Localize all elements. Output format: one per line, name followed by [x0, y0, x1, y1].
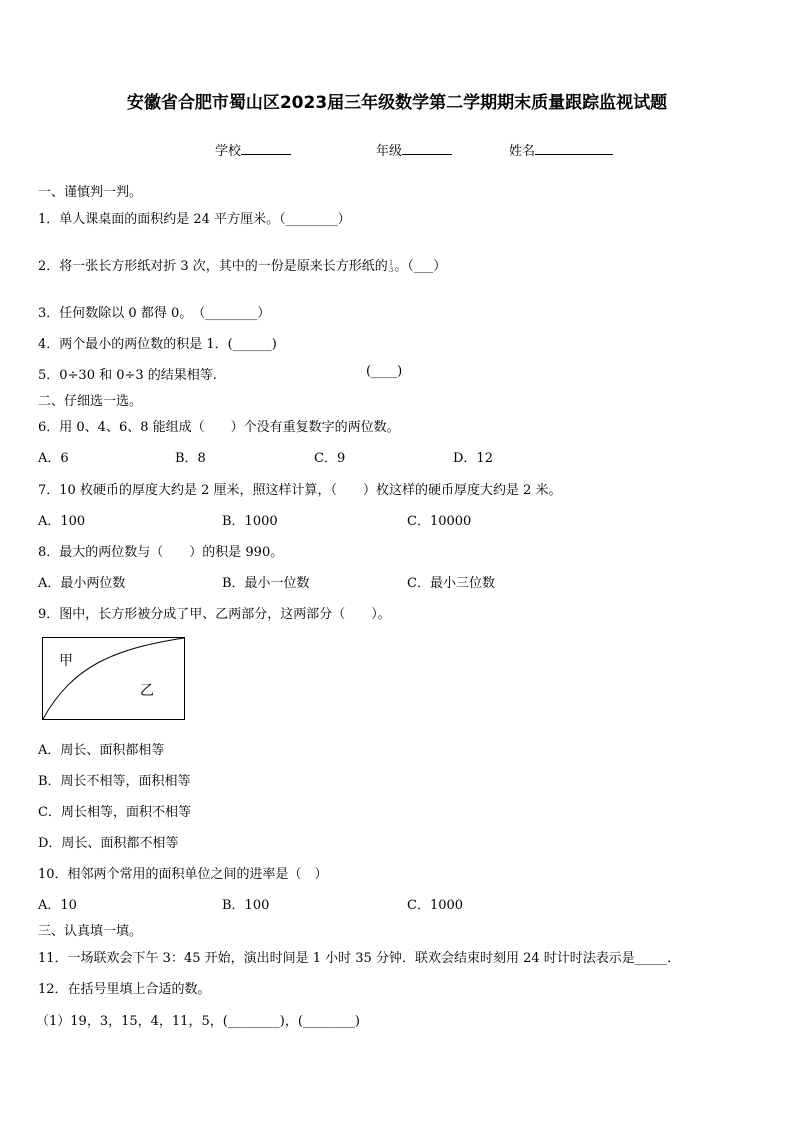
section-heading-3: 三、认真填一填。 — [38, 924, 143, 939]
figure-label-jia: 甲 — [59, 653, 73, 669]
q9-option-d[interactable]: D．周长、面积都不相等 — [38, 836, 179, 851]
q9-option-a[interactable]: A．周长、面积都相等 — [38, 743, 165, 758]
figure-label-yi: 乙 — [140, 683, 154, 699]
grade-label: 年级 — [376, 144, 403, 159]
q9-rectangle-figure — [42, 637, 185, 720]
q6-option-a[interactable]: A．6 — [38, 451, 69, 466]
grade-blank[interactable] — [402, 142, 452, 155]
question-2-answer: 。（___） — [394, 259, 447, 274]
q10-option-a[interactable]: A．10 — [38, 898, 77, 913]
q6-option-d[interactable]: D．12 — [453, 451, 493, 466]
q6-option-b[interactable]: B．8 — [175, 451, 206, 466]
figure-rectangle — [43, 638, 185, 720]
grade-field[interactable] — [376, 140, 452, 159]
q7-option-c[interactable]: C．10000 — [407, 514, 472, 529]
q8-option-a[interactable]: A．最小两位数 — [38, 576, 126, 591]
question-12: 12．在括号里填上合适的数。 — [38, 982, 211, 997]
q10-option-c[interactable]: C．1000 — [407, 898, 464, 913]
question-8: 8．最大的两位数与（ ）的积是 990。 — [38, 545, 284, 560]
q10-option-b[interactable]: B．100 — [222, 898, 270, 913]
question-5: 5．0÷30 和 0÷3 的结果相等. — [38, 368, 217, 383]
q9-option-c[interactable]: C．周长相等，面积不相等 — [38, 805, 191, 820]
question-1: 1．单人课桌面的面积约是 24 平方厘米。（________） — [38, 212, 351, 227]
page-title: 安徽省合肥市蜀山区2023届三年级数学第二学期期末质量跟踪监视试题 — [126, 93, 668, 113]
question-6: 6．用 0、4、6、8 能组成（ ）个没有重复数字的两位数。 — [38, 420, 400, 435]
q8-option-c[interactable]: C．最小三位数 — [407, 576, 495, 591]
question-4: 4．两个最小的两位数的积是 1．(______) — [38, 337, 277, 352]
q7-option-a[interactable]: A．100 — [38, 514, 86, 529]
name-blank[interactable] — [535, 142, 613, 155]
q8-option-b[interactable]: B．最小一位数 — [222, 576, 310, 591]
school-label: 学校 — [215, 144, 242, 159]
question-11: 11．一场联欢会下午 3：45 开始，演出时间是 1 小时 35 分钟．联欢会结束时刻用 24 时计时法表示是_____． — [38, 951, 681, 966]
question-2-text: 2．将一张长方形纸对折 3 次，其中的一份是原来长方形纸的 — [38, 259, 388, 274]
section-heading-2: 二、仔细选一选。 — [38, 394, 143, 409]
fraction: 1 3 — [388, 258, 394, 274]
figure-curve — [43, 638, 184, 719]
question-10: 10．相邻两个常用的面积单位之间的进率是（ ） — [38, 867, 328, 882]
section-heading-1: 一、谨慎判一判。 — [38, 185, 143, 200]
question-12-part-1: （1）19，3，15，4，11，5，(________)，(________) — [36, 1014, 360, 1029]
q9-option-b[interactable]: B．周长不相等，面积相等 — [38, 774, 191, 789]
name-field[interactable] — [509, 140, 613, 159]
school-blank[interactable] — [241, 142, 291, 155]
q7-option-b[interactable]: B．1000 — [222, 514, 278, 529]
q6-option-c[interactable]: C．9 — [314, 451, 346, 466]
question-3: 3．任何数除以 0 都得 0。 （________） — [38, 306, 271, 321]
name-label: 姓名 — [509, 144, 536, 159]
question-2 — [38, 255, 446, 274]
school-field[interactable] — [215, 140, 291, 159]
question-9: 9．图中，长方形被分成了甲、乙两部分，这两部分（ ）。 — [38, 607, 391, 622]
question-5-answer: (____) — [366, 364, 403, 379]
question-7: 7．10 枚硬币的厚度大约是 2 厘米，照这样计算，（ ）枚这样的硬币厚度大约是 2 米。 — [38, 483, 562, 498]
